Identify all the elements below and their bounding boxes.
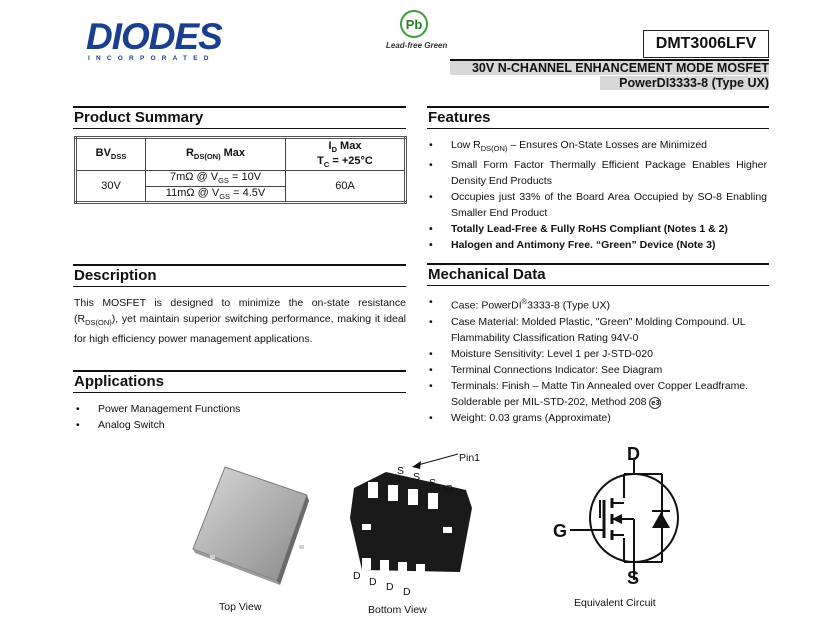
- device-title: 30V N-CHANNEL ENHANCEMENT MODE MOSFET: [450, 61, 769, 75]
- id-value: 60A: [286, 171, 406, 203]
- description-heading: Description: [73, 264, 406, 287]
- applications-list: [74, 401, 406, 433]
- list-item: • Case: PowerDI®3333-8 (Type UX): [427, 294, 767, 314]
- applications-heading: Applications: [73, 370, 406, 393]
- description-text: This MOSFET is designed to minimize the on-state resistance $(R_{DS(ON)})$, yet maintain superior switching performance, making it ideal for high efficiency power management applications.: [74, 297, 406, 346]
- list-item: • Occupies just 33% of the Board Area Occupied by SO-8 Enabling Smaller End Product: [427, 189, 767, 221]
- gate-label: G: [553, 521, 568, 541]
- col-bvdss-header: $BV_{DSS}$: [76, 138, 146, 171]
- product-summary-table: [74, 136, 407, 204]
- equivalent-circuit-caption: Equivalent Circuit: [574, 597, 656, 609]
- list-item: • Moisture Sensitivity: Level 1 per J-STD-020: [427, 346, 767, 362]
- diodes-logo: [86, 18, 234, 60]
- list-item: • Halogen and Antimony Free. “Green” Device (Note 3): [427, 237, 767, 253]
- pin-d4-label: D: [403, 586, 411, 598]
- e3-mark-icon: e3: [651, 397, 660, 407]
- list-item: • Small Form Factor Thermally Efficient Package Enables Higher Density End Products: [427, 157, 767, 189]
- pin1-label: Pin1: [459, 452, 481, 464]
- list-item: • Power Management Functions: [74, 401, 406, 417]
- col-rdson-header: $R_{DS(ON)}$ Max: [146, 138, 286, 171]
- list-item: • Case Material: Molded Plastic, "Green" Molding Compound. UL Flammability Classification Rating 94V-0: [427, 314, 767, 346]
- pin-d1-label: D: [353, 570, 361, 582]
- bottom-view-caption: Bottom View: [368, 604, 427, 616]
- source-label: S: [627, 568, 640, 588]
- mosfet-symbol: [570, 460, 700, 580]
- logo-subtext: INCORPORATED: [88, 55, 215, 62]
- product-summary-heading: Product Summary: [73, 106, 406, 129]
- list-item: • Low $R_{DS(ON)}$ – Ensures On-State Losses are Minimized: [427, 137, 767, 157]
- pin-s3-label: S: [429, 477, 437, 489]
- part-number: DMT3006LFV: [643, 30, 769, 58]
- pb-label: Lead-free Green: [386, 41, 448, 50]
- rdson-value-1: 7mΩ @ $V_{GS} = 10V$: [146, 171, 286, 187]
- pin-d3-label: D: [386, 581, 394, 593]
- col-id-header: $I_D$ Max $T_C = +25^\circ C$: [286, 138, 406, 171]
- rdson-value-2: 11mΩ @ $V_{GS} = 4.5V$: [146, 187, 286, 203]
- pin-s1-label: S: [397, 465, 405, 477]
- package-title: PowerDI3333-8 (Type UX): [600, 76, 769, 90]
- mechanical-heading: Mechanical Data: [427, 263, 769, 286]
- top-view-package-illustration: [185, 455, 325, 595]
- mechanical-list: [427, 294, 767, 426]
- pin-s2-label: S: [413, 471, 421, 483]
- logo-text: DIODES: [86, 16, 222, 57]
- features-list: [427, 137, 767, 253]
- pin-g-label: G: [445, 483, 454, 495]
- list-item: • Weight: 0.03 grams (Approximate): [427, 410, 767, 426]
- drain-label: D: [627, 444, 640, 464]
- pin-d2-label: D: [369, 576, 377, 588]
- list-item: • Terminal Connections Indicator: See Diagram: [427, 362, 767, 378]
- lead-free-badge: [386, 10, 456, 55]
- bvdss-value: 30V: [76, 171, 146, 203]
- top-view-caption: Top View: [219, 601, 262, 613]
- pb-icon: Pb: [400, 10, 428, 38]
- list-item: • Terminals: Finish – Matte Tin Annealed over Copper Leadframe. Solderable per MIL-STD-202, Method 208 e3: [427, 378, 767, 410]
- features-heading: Features: [427, 106, 769, 129]
- list-item: • Analog Switch: [74, 417, 406, 433]
- list-item: • Totally Lead-Free & Fully RoHS Compliant (Notes 1 & 2): [427, 221, 767, 237]
